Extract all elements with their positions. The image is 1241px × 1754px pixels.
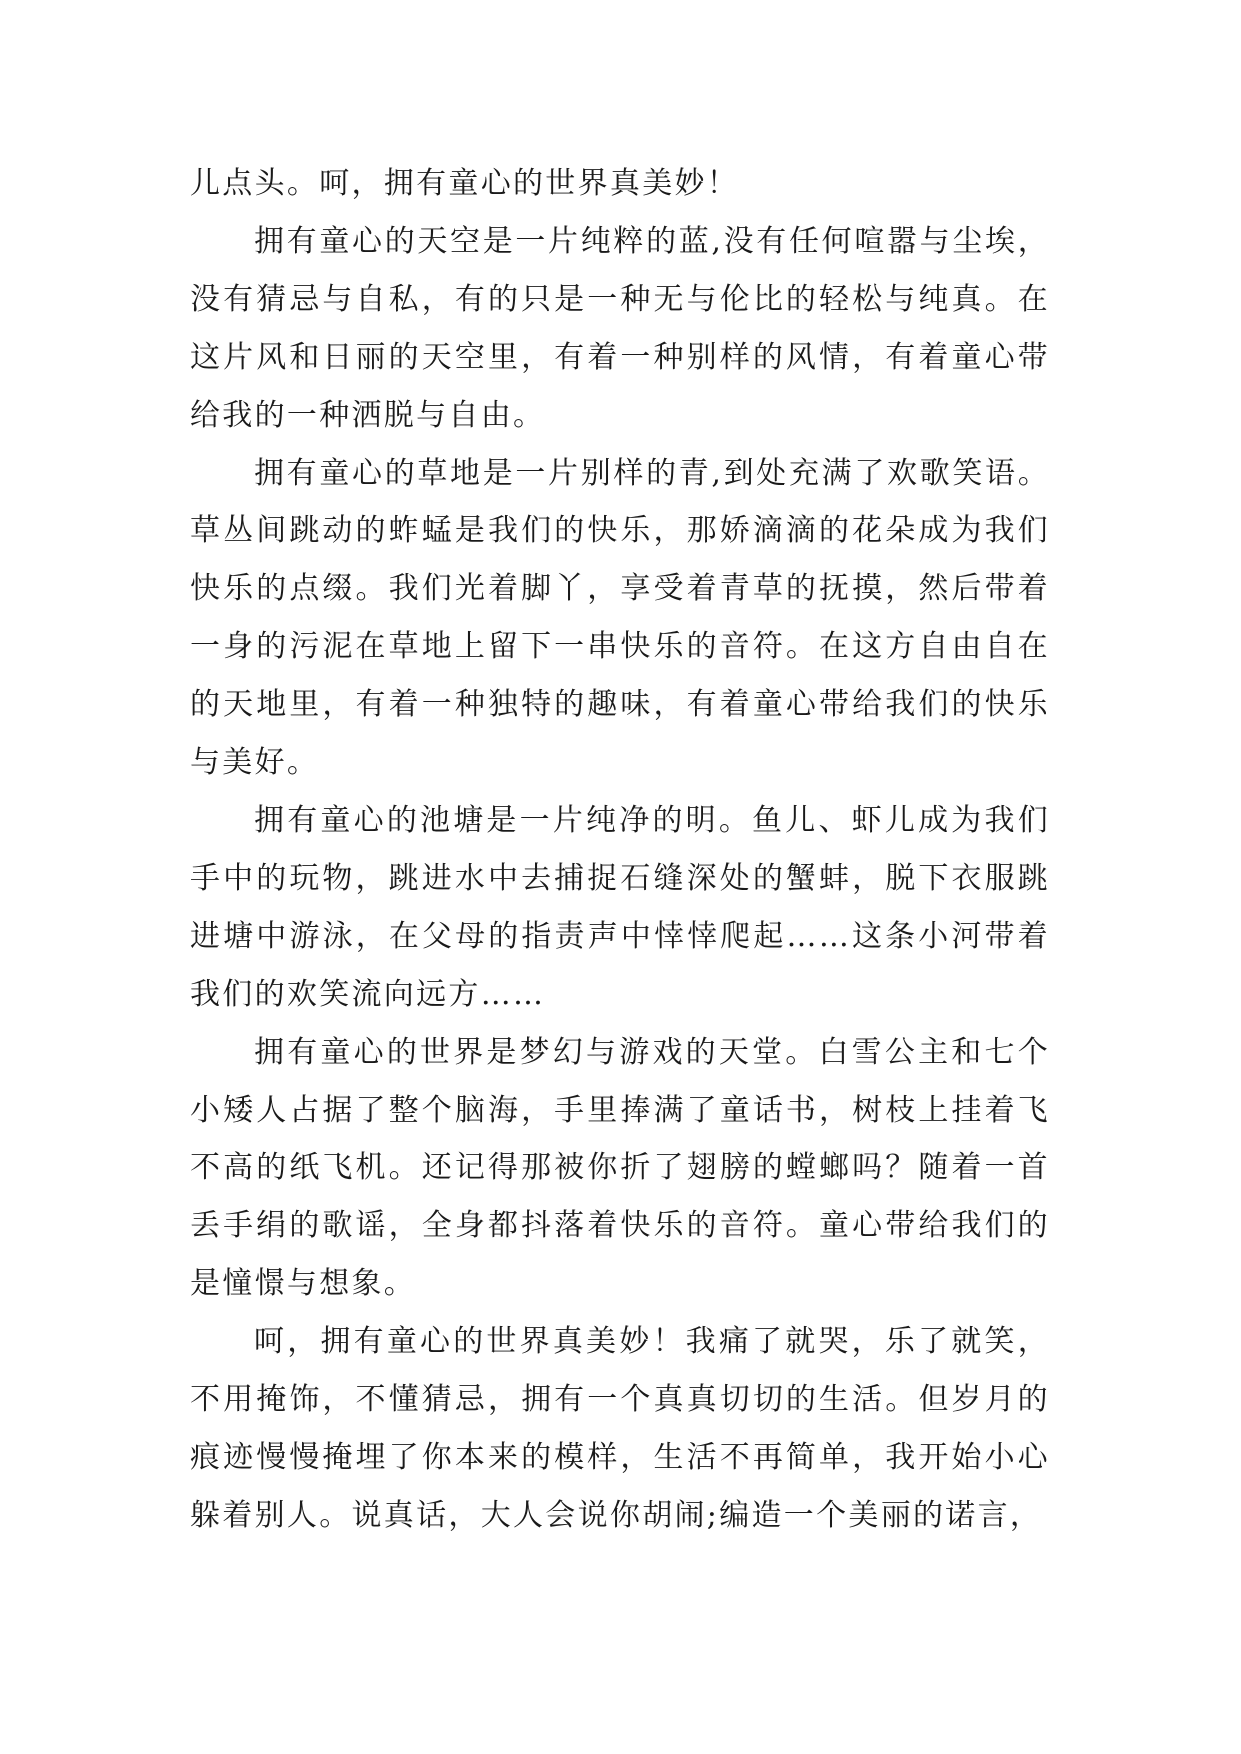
essay-body bbox=[190, 155, 1050, 1545]
paragraph-6: 呵，拥有童心的世界真美妙！我痛了就哭，乐了就笑，不用掩饰，不懂猜忌，拥有一个真真切切的生活。但岁月的痕迹慢慢掩埋了你本来的模样，生活不再简单，我开始小心躲着别人。说真话，大人会说你胡闹;编造一个美丽的诺言， bbox=[190, 1324, 1050, 1533]
paragraph-2: 拥有童心的天空是一片纯粹的蓝,没有任何喧嚣与尘埃，没有猜忌与自私，有的只是一种无与伦比的轻松与纯真。在这片风和日丽的天空里，有着一种别样的风情，有着童心带给我的一种洒脱与自由。 bbox=[190, 223, 1050, 433]
paragraph-1: 儿点头。呵，拥有童心的世界真美妙！ bbox=[190, 166, 740, 201]
paragraph-3: 拥有童心的草地是一片别样的青,到处充满了欢歌笑语。草丛间跳动的蚱蜢是我们的快乐，那娇滴滴的花朵成为我们快乐的点缀。我们光着脚丫，享受着青草的抚摸，然后带着一身的污泥在草地上留下一串快乐的音符。在这方自由自在的天地里，有着一种独特的趣味，有着童心带给我们的快乐与美好。 bbox=[190, 455, 1050, 781]
paragraph-4: 拥有童心的池塘是一片纯净的明。鱼儿、虾儿成为我们手中的玩物，跳进水中去捕捉石缝深处的蟹蚌，脱下衣服跳进塘中游泳，在父母的指责声中悻悻爬起……这条小河带着我们的欢笑流向远方…… bbox=[190, 802, 1050, 1012]
paragraph-5: 拥有童心的世界是梦幻与游戏的天堂。白雪公主和七个小矮人占据了整个脑海，手里捧满了童话书，树枝上挂着飞不高的纸飞机。还记得那被你折了翅膀的螳螂吗？随着一首丢手绢的歌谣，全身都抖落着快乐的音符。童心带给我们的是憧憬与想象。 bbox=[190, 1034, 1050, 1302]
